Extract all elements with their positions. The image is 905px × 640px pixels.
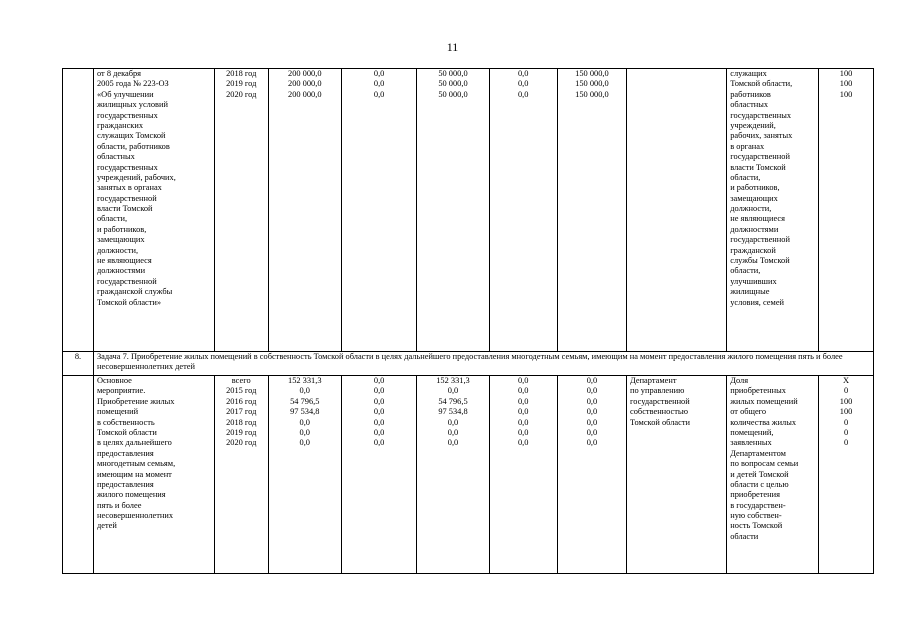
cell-line: мероприятие. bbox=[96, 386, 146, 396]
cell-line: Доля bbox=[730, 376, 749, 385]
cell-line: 50 000,0 bbox=[438, 69, 468, 78]
cell-line: предоставления bbox=[96, 448, 154, 458]
cell-line: 0,0 bbox=[373, 386, 385, 396]
cell-line: 0,0 bbox=[517, 396, 529, 406]
cell-line: государственных bbox=[96, 110, 158, 120]
executor-a bbox=[627, 69, 727, 352]
cell-line: от 8 декабря bbox=[96, 69, 142, 78]
cell-line: от общего bbox=[730, 407, 767, 417]
cell-line: 97 534,8 bbox=[290, 407, 320, 417]
cell-line: 0,0 bbox=[586, 417, 598, 427]
cell-line: 0,0 bbox=[373, 89, 385, 99]
cell-line: 0,0 bbox=[299, 438, 310, 448]
cell-line: государственных bbox=[730, 110, 792, 120]
cell-line: 200 000,0 bbox=[288, 89, 322, 99]
cell-line: 0,0 bbox=[586, 396, 598, 406]
other-a bbox=[557, 69, 626, 352]
page-number: 11 bbox=[446, 40, 459, 54]
cell-line: 0,0 bbox=[586, 407, 598, 417]
cell-line: 150 000,0 bbox=[575, 79, 609, 89]
cell-line: 50 000,0 bbox=[438, 89, 468, 99]
cell-line: всего bbox=[231, 376, 251, 385]
cell-line: 200 000,0 bbox=[288, 69, 322, 78]
cell-line: ную собствен- bbox=[730, 511, 782, 521]
cell-line: 2018 год bbox=[226, 69, 257, 78]
cell-line: замещающих bbox=[730, 193, 778, 203]
cell-line: гражданской bbox=[730, 245, 776, 255]
indicator-values-a bbox=[819, 69, 874, 352]
other-b bbox=[557, 376, 626, 574]
cell-line: государственных bbox=[96, 162, 158, 172]
cell-line: 2020 год bbox=[226, 438, 257, 448]
cell-line: по вопросам семьи bbox=[730, 459, 799, 469]
cell-line: 0,0 bbox=[586, 386, 598, 396]
cell-line: замещающих bbox=[96, 235, 145, 245]
cell-line: власти Томской bbox=[96, 204, 153, 214]
cell-line: областных bbox=[730, 100, 769, 110]
cell-line: и детей Томской bbox=[730, 469, 789, 479]
cell-line: области, bbox=[730, 172, 761, 182]
cell-line: 0,0 bbox=[586, 438, 598, 448]
cell-line: и работников, bbox=[96, 224, 147, 234]
cell-line: области, bbox=[730, 266, 761, 276]
cell-line: 0,0 bbox=[517, 386, 529, 396]
row-block-a bbox=[63, 69, 874, 352]
cell-line: 150 000,0 bbox=[575, 89, 609, 99]
cell-line: 0,0 bbox=[299, 427, 310, 437]
cell-line: 0,0 bbox=[373, 396, 385, 406]
cell-line: жилищных условий bbox=[96, 100, 168, 110]
cell-line: 2019 год bbox=[226, 427, 257, 437]
cell-line: имеющим на момент bbox=[96, 469, 172, 479]
total-a bbox=[268, 69, 341, 352]
cell-line: учреждений, рабочих, bbox=[96, 172, 176, 182]
executor-b bbox=[627, 376, 727, 574]
federal-a bbox=[341, 69, 416, 352]
cell-line: 0,0 bbox=[517, 89, 529, 99]
cell-line: заявленных bbox=[730, 438, 772, 448]
cell-line: службы Томской bbox=[730, 256, 790, 266]
cell-line: 100 bbox=[839, 407, 853, 417]
task-text: Задача 7. Приобретение жилых помещений в собственность Томской области в целях дальнейшего предоставления многодетным семьям, имеющим на момент предоставления жилого помещения пять и более несовершеннолетних детей bbox=[93, 352, 873, 376]
cell-line: Томской области, bbox=[730, 79, 793, 89]
cell-line: гражданских bbox=[96, 120, 144, 130]
cell-line: служащих Томской bbox=[96, 131, 166, 141]
indicator-b bbox=[727, 376, 819, 574]
cell-line: Томской области bbox=[96, 427, 157, 437]
cell-line: 0,0 bbox=[373, 438, 385, 448]
cell-line: 0,0 bbox=[517, 407, 529, 417]
cell-line: работников bbox=[730, 89, 771, 99]
cell-line: 200 000,0 bbox=[288, 79, 322, 89]
cell-line: 0 bbox=[843, 427, 849, 437]
regional-a bbox=[417, 69, 489, 352]
cell-line: государственной bbox=[96, 276, 157, 286]
cell-line: Департаментом bbox=[730, 448, 786, 458]
cell-line: 2019 год bbox=[226, 79, 257, 89]
cell-line: 100 bbox=[839, 69, 853, 78]
cell-line: помещений bbox=[96, 407, 139, 417]
cell-line: 0,0 bbox=[517, 427, 529, 437]
cell-line: области с целью bbox=[730, 479, 789, 489]
cell-line: 97 534,8 bbox=[438, 407, 468, 417]
event-name-b bbox=[93, 376, 214, 574]
cell-line: в собственность bbox=[96, 417, 155, 427]
cell-line: количества жилых bbox=[730, 417, 797, 427]
cell-line: служащих bbox=[730, 69, 767, 78]
cell-line: приобретения bbox=[730, 490, 780, 500]
cell-line: 0,0 bbox=[447, 438, 459, 448]
cell-line: не являющиеся bbox=[730, 214, 785, 224]
cell-line: «Об улучшении bbox=[96, 89, 154, 99]
cell-line: 0,0 bbox=[447, 386, 459, 396]
cell-line: 150 000,0 bbox=[575, 69, 609, 78]
event-name-a bbox=[93, 69, 214, 352]
years-a bbox=[214, 69, 268, 352]
years-b bbox=[214, 376, 268, 574]
cell-line: 2020 год bbox=[226, 89, 257, 99]
cell-line: 2018 год bbox=[226, 417, 257, 427]
cell-line: 0,0 bbox=[373, 427, 385, 437]
cell-line: 0,0 bbox=[447, 427, 459, 437]
cell-line: 2005 года № 223-ОЗ bbox=[96, 79, 169, 89]
cell-line: 0,0 bbox=[586, 376, 598, 385]
cell-line: 0,0 bbox=[299, 417, 310, 427]
cell-line: 2015 год bbox=[226, 386, 257, 396]
cell-line: Томской области bbox=[630, 417, 690, 427]
cell-line: в целях дальнейшего bbox=[96, 438, 172, 448]
cell-line: 0,0 bbox=[517, 376, 529, 385]
cell-line: 54 796,5 bbox=[438, 396, 468, 406]
cell-line: 0 bbox=[843, 438, 849, 448]
cell-line: занятых в органах bbox=[96, 183, 162, 193]
cell-line: государственной bbox=[96, 193, 157, 203]
cell-line: 0,0 bbox=[586, 427, 598, 437]
cell-line: 0,0 bbox=[373, 79, 385, 89]
cell-line: 0,0 bbox=[373, 69, 385, 78]
cell-line: 0,0 bbox=[373, 417, 385, 427]
cell-line: 0,0 bbox=[517, 69, 529, 78]
cell-line: должностями bbox=[96, 266, 146, 276]
cell-line: рабочих, занятых bbox=[730, 131, 793, 141]
cell-line: должности, bbox=[96, 245, 139, 255]
program-table bbox=[62, 68, 874, 574]
cell-line: 2017 год bbox=[226, 407, 257, 417]
cell-line: 100 bbox=[839, 89, 853, 99]
cell-line: не являющиеся bbox=[96, 256, 152, 266]
cell-line: 0,0 bbox=[373, 376, 385, 385]
cell-line: должностями bbox=[730, 224, 779, 234]
local-b bbox=[489, 376, 557, 574]
cell-line: Томской области» bbox=[96, 297, 162, 307]
cell-line: 0,0 bbox=[299, 386, 310, 396]
cell-line: по управлению bbox=[630, 386, 685, 396]
cell-line: области, bbox=[96, 214, 128, 224]
cell-line: приобретенных bbox=[730, 386, 786, 396]
task-row bbox=[63, 352, 874, 376]
cell-line: предоставления bbox=[96, 479, 154, 489]
cell-line: Приобретение жилых bbox=[96, 396, 175, 406]
cell-line: 54 796,5 bbox=[290, 396, 320, 406]
indicator-values-b bbox=[819, 376, 874, 574]
cell-line: гражданской службы bbox=[96, 287, 173, 297]
federal-b bbox=[341, 376, 416, 574]
cell-line: улучшивших bbox=[730, 276, 777, 286]
cell-line: государственной bbox=[730, 235, 790, 245]
cell-line: государственной bbox=[630, 396, 690, 406]
cell-line: ность Томской bbox=[730, 521, 783, 531]
local-a bbox=[489, 69, 557, 352]
cell-line: и работников, bbox=[730, 183, 780, 193]
cell-line: собственностью bbox=[630, 407, 689, 417]
cell-line: областных bbox=[96, 152, 135, 162]
cell-line: 50 000,0 bbox=[438, 79, 468, 89]
cell-line: власти Томской bbox=[730, 162, 786, 172]
cell-line: области, работников bbox=[96, 141, 170, 151]
cell-line: 152 331,3 bbox=[436, 376, 470, 385]
cell-line: 100 bbox=[839, 79, 853, 89]
cell-line: Х bbox=[843, 376, 850, 385]
cell-line: области bbox=[730, 531, 759, 541]
task-number: 8. bbox=[63, 352, 94, 376]
cell-line: 0,0 bbox=[373, 407, 385, 417]
cell-line: 2016 год bbox=[226, 396, 257, 406]
cell-line: пять и более bbox=[96, 500, 142, 510]
cell-line: 0,0 bbox=[517, 438, 529, 448]
cell-line: государственной bbox=[730, 152, 790, 162]
cell-line: многодетным семьям, bbox=[96, 459, 176, 469]
cell-line: детей bbox=[96, 521, 117, 531]
cell-line: учреждений, bbox=[730, 120, 776, 130]
cell-line: 0,0 bbox=[517, 79, 529, 89]
row-number-b bbox=[63, 376, 94, 574]
cell-line: помещений, bbox=[730, 427, 774, 437]
row-number-a bbox=[63, 69, 94, 352]
cell-line: должности, bbox=[730, 204, 772, 214]
cell-line: 100 bbox=[839, 396, 853, 406]
regional-b bbox=[417, 376, 489, 574]
cell-line: несовершеннолетних bbox=[96, 511, 174, 521]
cell-line: Департамент bbox=[630, 376, 677, 385]
cell-line: 0 bbox=[843, 386, 849, 396]
cell-line: 0,0 bbox=[447, 417, 459, 427]
cell-line: жилищные bbox=[730, 287, 770, 297]
indicator-a bbox=[727, 69, 819, 352]
cell-line: 0,0 bbox=[517, 417, 529, 427]
cell-line: в государствен- bbox=[730, 500, 786, 510]
cell-line: в органах bbox=[730, 141, 765, 151]
row-block-b bbox=[63, 376, 874, 574]
cell-line: Основное bbox=[96, 376, 132, 385]
cell-line: жилого помещения bbox=[96, 490, 166, 500]
cell-line: условия, семей bbox=[730, 297, 785, 307]
cell-line: 152 331,3 bbox=[288, 376, 322, 385]
total-b bbox=[268, 376, 341, 574]
cell-line: жилых помещений bbox=[730, 396, 798, 406]
cell-line: 0 bbox=[843, 417, 849, 427]
